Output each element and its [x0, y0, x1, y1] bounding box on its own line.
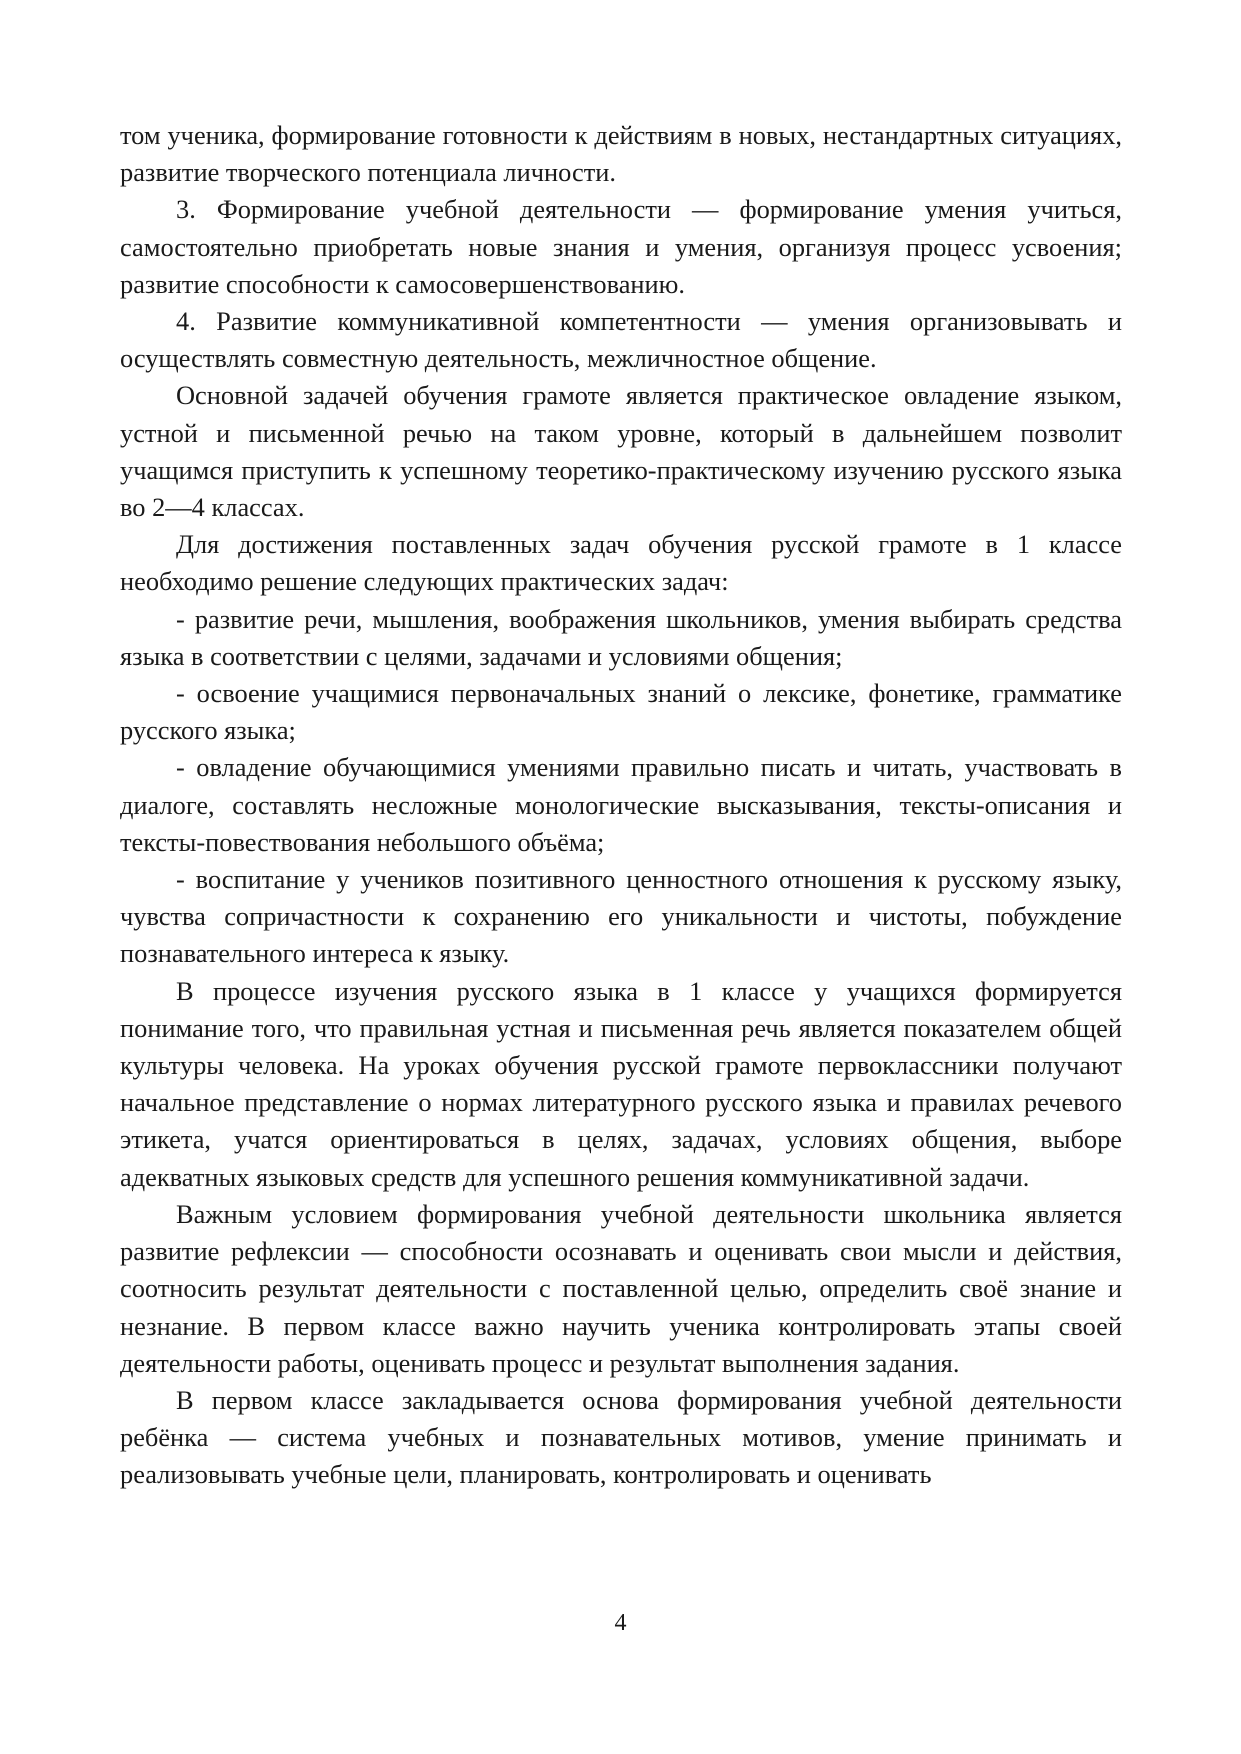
paragraph-practical-tasks-intro: Для достижения поставленных задач обучения русской грамоте в 1 классе необходимо решение следующих практических задач: — [120, 529, 1122, 597]
page-number: 4 — [614, 1610, 627, 1636]
paragraph-continued: том ученика, формирование готовности к действиям в новых, нестандартных ситуациях, развитие творческого потенциала личности. — [120, 120, 1122, 188]
paragraph-first-grade-foundation: В первом классе закладывается основа формирования учебной деятельности ребёнка — система учебных и познавательных мотивов, умение принимать и реализовывать учебные цели, планировать, контролировать и оценивать — [120, 1384, 1122, 1490]
list-item-knowledge-mastery: - освоение учащимися первоначальных знаний о лексике, фонетике, грамматике русского языка; — [120, 678, 1122, 746]
list-item-writing-reading-skills: - овладение обучающимися умениями правильно писать и читать, участвовать в диалоге, составлять несложные монологические высказывания, тексты-описания и тексты-повествования небольшого объёма; — [120, 752, 1122, 857]
paragraph-item-3: 3. Формирование учебной деятельности — формирование умения учиться, самостоятельно приобретать новые знания и умения, организуя процесс усвоения; развитие способности к самосовершенствованию. — [120, 194, 1122, 299]
paragraph-reflection: Важным условием формирования учебной деятельности школьника является развитие рефлексии — способности осознавать и оценивать свои мысли и действия, соотносить результат деятельности с поставленной целью, определить своё знание и незнание. В первом классе важно научить ученика контролировать этапы своей деятельности работы, оценивать процесс и результат выполнения задания. — [120, 1198, 1122, 1378]
paragraph-learning-process: В процессе изучения русского языка в 1 классе у учащихся формируется понимание того, что правильная устная и письменная речь является показателем общей культуры человека. На уроках обучения русской грамоте первоклассники получают начальное представление о нормах литературного русского языка и правилах речевого этикета, учатся ориентироваться в целях, задачах, условиях общения, выборе адекватных языковых средств для успешного решения коммуникативной задачи. — [120, 975, 1122, 1192]
paragraph-item-4: 4. Развитие коммуникативной компетентности — умения организовывать и осуществлять совместную деятельность, межличностное общение. — [120, 306, 1122, 374]
body-text — [120, 117, 1122, 1494]
list-item-speech-development: - развитие речи, мышления, воображения школьников, умения выбирать средства языка в соответствии с целями, задачами и условиями общения; — [120, 603, 1122, 671]
paragraph-main-task: Основной задачей обучения грамоте является практическое овладение языком, устной и письменной речью на таком уровне, который в дальнейшем позволит учащимся приступить к успешному теоретико-практическому изучению русского языка во 2—4 классах. — [120, 380, 1122, 523]
list-item-value-attitude: - воспитание у учеников позитивного ценностного отношения к русскому языку, чувства сопричастности к сохранению его уникальности и чистоты, побуждение познавательного интереса к языку. — [120, 864, 1122, 969]
